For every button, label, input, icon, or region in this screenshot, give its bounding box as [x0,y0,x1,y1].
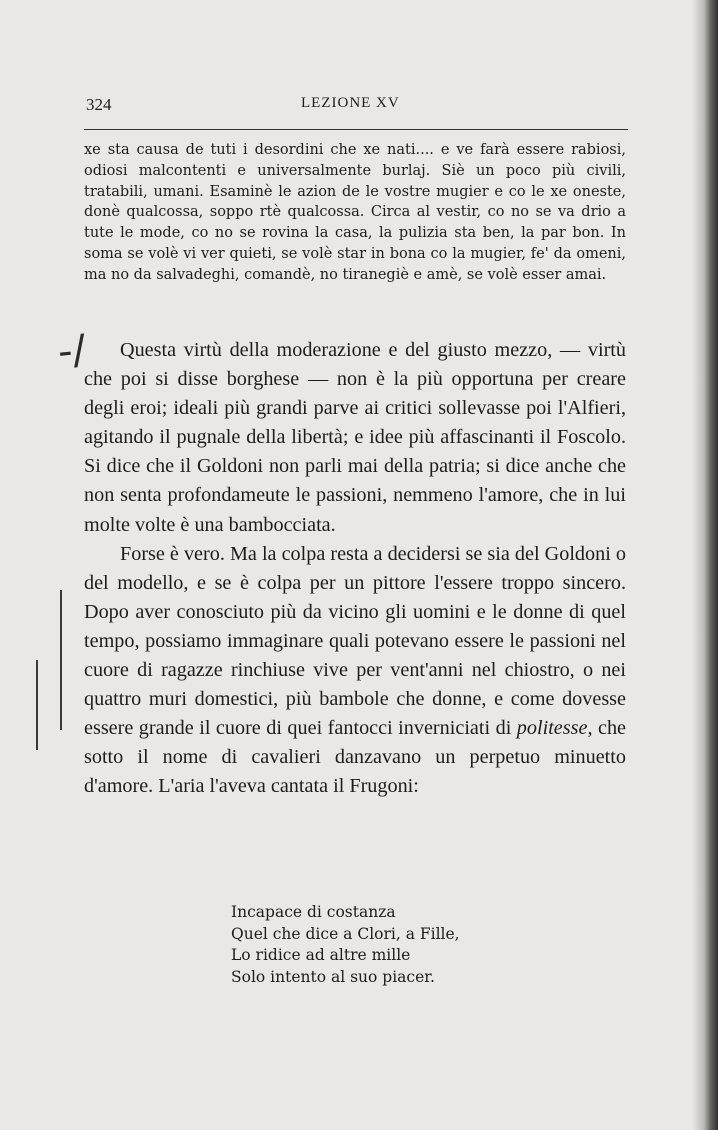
paragraph-text: che sotto il nome di cavalieri danzavano un perpetuo minuetto d'amore. L'aria l'aveva cantata il Frugoni: [84,717,627,798]
paragraph: Questa virtù della moderazione e del giusto mezzo, — virtù che poi si disse borghese — non è la più opportuna per creare degli eroi; ideali più grandi parve ai critici sollevasse poi l'Alfieri, agitando il pugnale della libertà; e idee più affascinanti il Foscolo. Si dice che il Goldoni non parli mai della patria; si dice anche che non senta profondameute le passioni, nemmeno l'amore, che in lui molte volte è una bambocciata. [84,339,626,536]
verse-line: Solo intento al suo piacer. [231,967,435,986]
verse-line: Lo ridice ad altre mille [231,946,411,965]
verse-quotation [231,902,460,988]
margin-annotation-line [36,660,38,750]
page-number: 324 [86,95,112,114]
paragraph [84,540,626,802]
quoted-passage: xe sta causa de tuti i desordini che xe nati.... e ve farà essere rabiosi, odiosi malcontenti e universalmente burlaj. Siè un poco più civili, tratabili, umani. Esaminè le azion de le vostre mugier e co le xe oneste, donè qualcossa, soppo rtè qualcossa. Circa al vestir, co no se va drio a tute le mode, co no se rovina la casa, la pulizia sta ben, la par bon. In soma se volè vi ver quieti, se volè star in bona co la mugier, fe' da omeni, ma no da salvadeghi, comandè, no tiranegiè e amè, se volè esser amai. [84,142,626,283]
body-text [84,336,626,802]
italic-term: politesse, [516,717,593,740]
verse-line: Incapace di costanza [231,903,396,921]
paragraph-text: Forse è vero. Ma la colpa resta a decidersi se sia del Goldoni o del modello, e se è colpa per un pittore l'essere troppo sincero. Dopo aver conosciuto più da vicino gli uomini e le donne di quel tempo, possiamo immaginare quali potevano essere le passioni nel cuore di ragazze rinchiuse vive per vent'anni nel chiostro, o nei quattro muri domestici, più bambole che donne, e come dovesse essere grande il cuore di quei fantocci inverniciati di [84,542,626,740]
header-rule [84,129,628,130]
margin-annotation-mark: -/ [55,326,89,376]
page-header [86,95,626,119]
margin-annotation-line [60,590,62,730]
page-edge-shadow [692,0,718,1130]
running-head: LEZIONE XV [301,95,400,111]
verse-line: Quel che dice a Clori, a Fille, [231,924,460,943]
